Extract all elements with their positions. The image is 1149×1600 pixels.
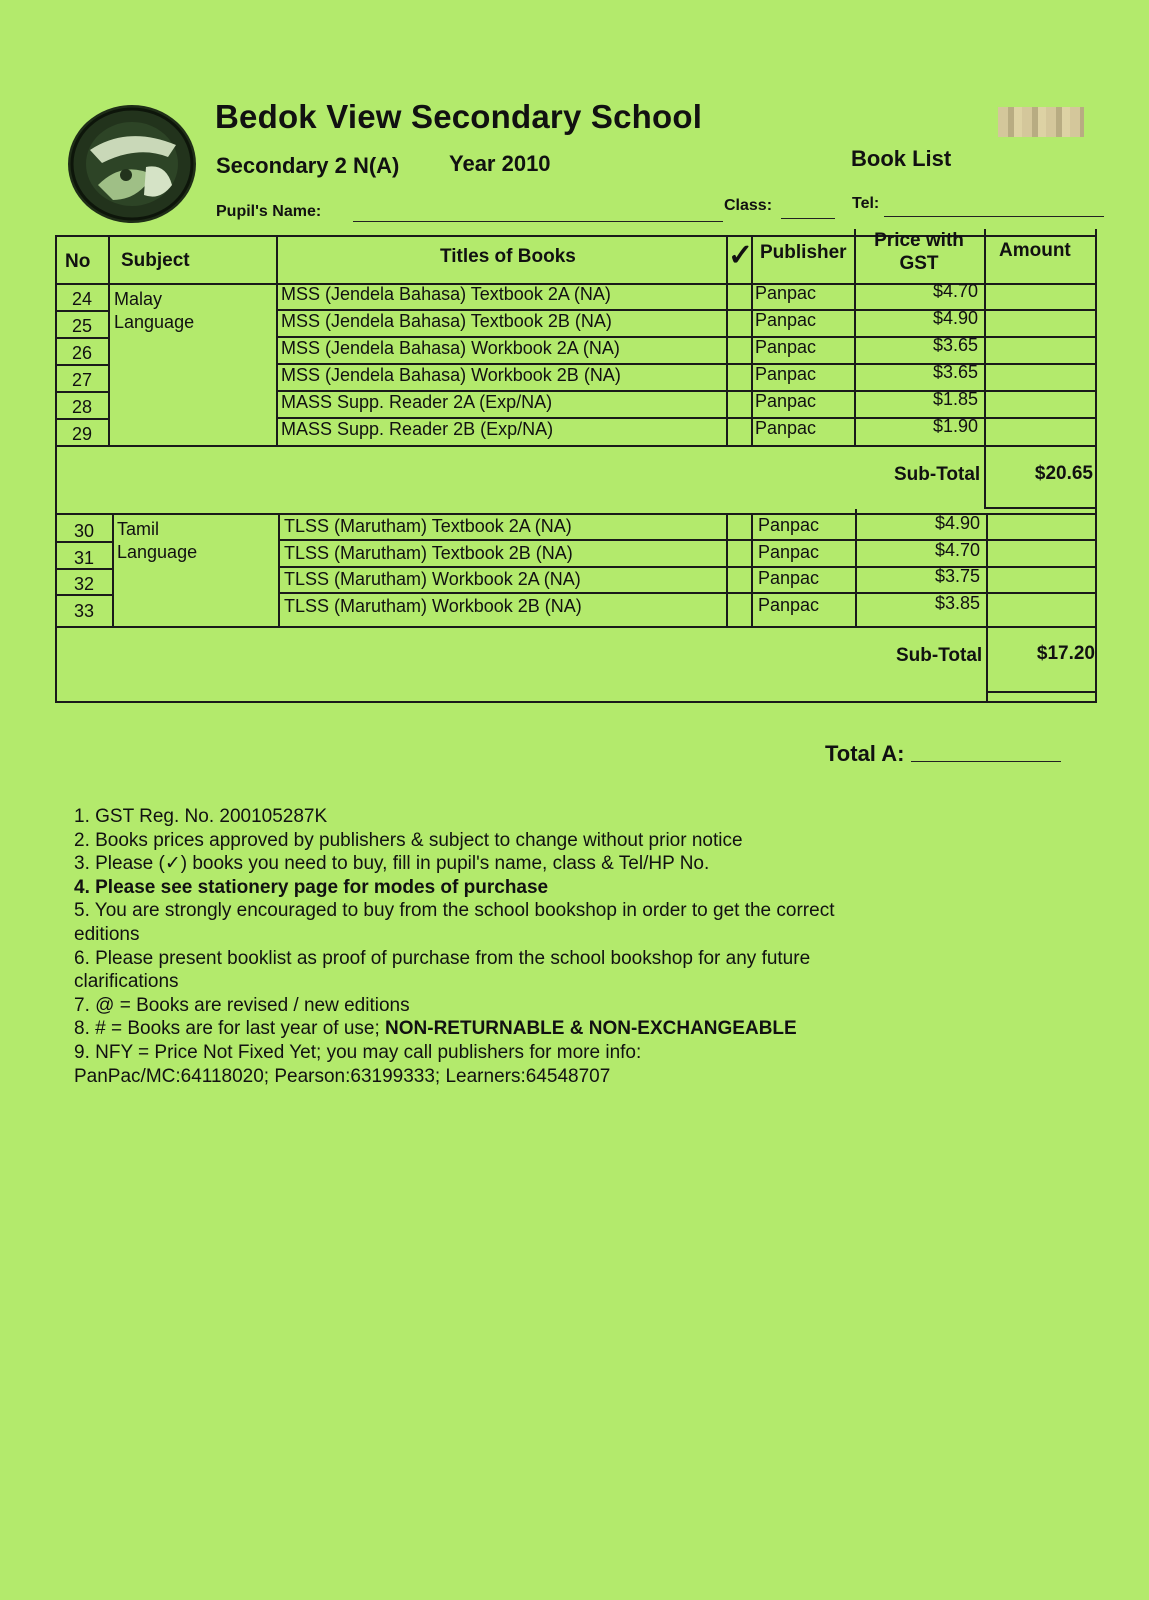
book-title: TLSS (Marutham) Textbook 2B (NA)	[284, 543, 573, 563]
book-title: TLSS (Marutham) Textbook 2A (NA)	[284, 516, 572, 536]
book-title: MSS (Jendela Bahasa) Textbook 2B (NA)	[281, 311, 612, 331]
price: $4.90	[932, 308, 978, 328]
book-title: TLSS (Marutham) Workbook 2A (NA)	[284, 569, 581, 589]
book-title: MSS (Jendela Bahasa) Textbook 2A (NA)	[281, 284, 611, 304]
note-item: 2. Books prices approved by publishers & subject to change without prior notice	[74, 829, 743, 851]
book-title: MSS (Jendela Bahasa) Workbook 2B (NA)	[281, 365, 621, 385]
publisher: Panpac	[758, 568, 820, 588]
school-crest-icon	[68, 105, 196, 223]
publisher: Panpac	[755, 391, 817, 411]
academic-year: Year 2010	[449, 151, 551, 176]
price: $4.90	[934, 513, 980, 533]
col-header-amount: Amount	[999, 240, 1071, 261]
row-no: 29	[71, 424, 93, 444]
col-header-publisher: Publisher	[760, 242, 847, 263]
subject-malay-line1: Malay	[114, 289, 163, 309]
note-item: 7. @ = Books are revised / new editions	[74, 994, 410, 1016]
row-no: 25	[71, 316, 93, 336]
price: $1.85	[932, 389, 978, 409]
publisher: Panpac	[755, 283, 817, 303]
price: $1.90	[932, 416, 978, 436]
note-item: 1. GST Reg. No. 200105287K	[74, 806, 328, 827]
note-item: 3. Please (✓) books you need to buy, fill in pupil's name, class & Tel/HP No.	[74, 853, 710, 875]
subtotal-label: Sub-Total	[894, 464, 981, 485]
price: $3.85	[934, 593, 980, 613]
tel-label: Tel:	[852, 195, 880, 212]
publisher: Panpac	[758, 595, 820, 615]
note-item: clarifications	[74, 971, 179, 993]
col-header-titles: Titles of Books	[440, 246, 576, 267]
note-item: editions	[74, 923, 140, 945]
row-no: 32	[73, 574, 95, 594]
document-title: Book List	[851, 146, 952, 171]
row-no: 30	[73, 521, 95, 541]
class-label: Class:	[724, 197, 773, 214]
col-header-price-line2: GST	[899, 253, 939, 274]
pupil-name-field[interactable]	[353, 221, 723, 222]
total-a-label: Total A:	[825, 741, 905, 766]
subtotal-label: Sub-Total	[896, 645, 983, 666]
note-item: 4. Please see stationery page for modes of purchase	[74, 876, 549, 898]
note-item: 5. You are strongly encouraged to buy from the school bookshop in order to get the correct	[74, 900, 835, 922]
publisher: Panpac	[758, 542, 820, 562]
subject-malay-line2: Language	[114, 312, 195, 332]
subtotal-value: $20.65	[1034, 463, 1093, 484]
class-field[interactable]	[781, 218, 835, 219]
redacted-mark	[998, 107, 1084, 137]
book-title: MASS Supp. Reader 2B (Exp/NA)	[281, 419, 554, 439]
price: $4.70	[932, 281, 978, 301]
price: $4.70	[934, 540, 980, 560]
publisher: Panpac	[755, 337, 817, 357]
row-no: 31	[73, 548, 95, 568]
row-no: 24	[71, 289, 93, 309]
price: $3.75	[934, 566, 980, 586]
note-8-text: 8. # = Books are for last year of use;	[74, 1018, 386, 1040]
note-item	[74, 1017, 934, 1041]
class-level: Secondary 2 N(A)	[216, 153, 400, 178]
book-title: TLSS (Marutham) Workbook 2B (NA)	[284, 596, 582, 616]
book-title: MASS Supp. Reader 2A (Exp/NA)	[281, 392, 553, 412]
note-8-bold: NON-RETURNABLE & NON-EXCHANGEABLE	[385, 1018, 797, 1040]
note-item: 6. Please present booklist as proof of purchase from the school bookshop for any future	[74, 947, 811, 969]
book-table	[55, 229, 1100, 703]
school-logo	[68, 105, 196, 223]
publisher: Panpac	[755, 418, 817, 438]
note-item: 9. NFY = Price Not Fixed Yet; you may call publishers for more info:	[74, 1041, 642, 1063]
row-no: 26	[71, 343, 93, 363]
note-item: PanPac/MC:64118020; Pearson:63199333; Learners:64548707	[74, 1065, 611, 1087]
school-name: Bedok View Secondary School	[215, 98, 703, 135]
col-header-check-icon: ✓	[728, 239, 754, 272]
publisher: Panpac	[758, 515, 820, 535]
subject-tamil-line2: Language	[117, 542, 198, 562]
col-header-no: No	[65, 251, 91, 272]
price: $3.65	[932, 362, 978, 382]
subtotal-value: $17.20	[1036, 643, 1095, 664]
row-no: 27	[71, 370, 93, 390]
pupil-name-label: Pupil's Name:	[216, 203, 322, 220]
col-header-subject: Subject	[121, 250, 190, 271]
publisher: Panpac	[755, 310, 817, 330]
tel-field[interactable]	[884, 216, 1104, 217]
row-no: 28	[71, 397, 93, 417]
row-no: 33	[73, 601, 95, 621]
book-title: MSS (Jendela Bahasa) Workbook 2A (NA)	[281, 338, 620, 358]
price: $3.65	[932, 335, 978, 355]
notes-list	[74, 805, 934, 1088]
col-header-price-line1: Price with	[874, 230, 964, 251]
subject-tamil-line1: Tamil	[117, 519, 160, 539]
publisher: Panpac	[755, 364, 817, 384]
total-a-field[interactable]	[911, 761, 1061, 762]
